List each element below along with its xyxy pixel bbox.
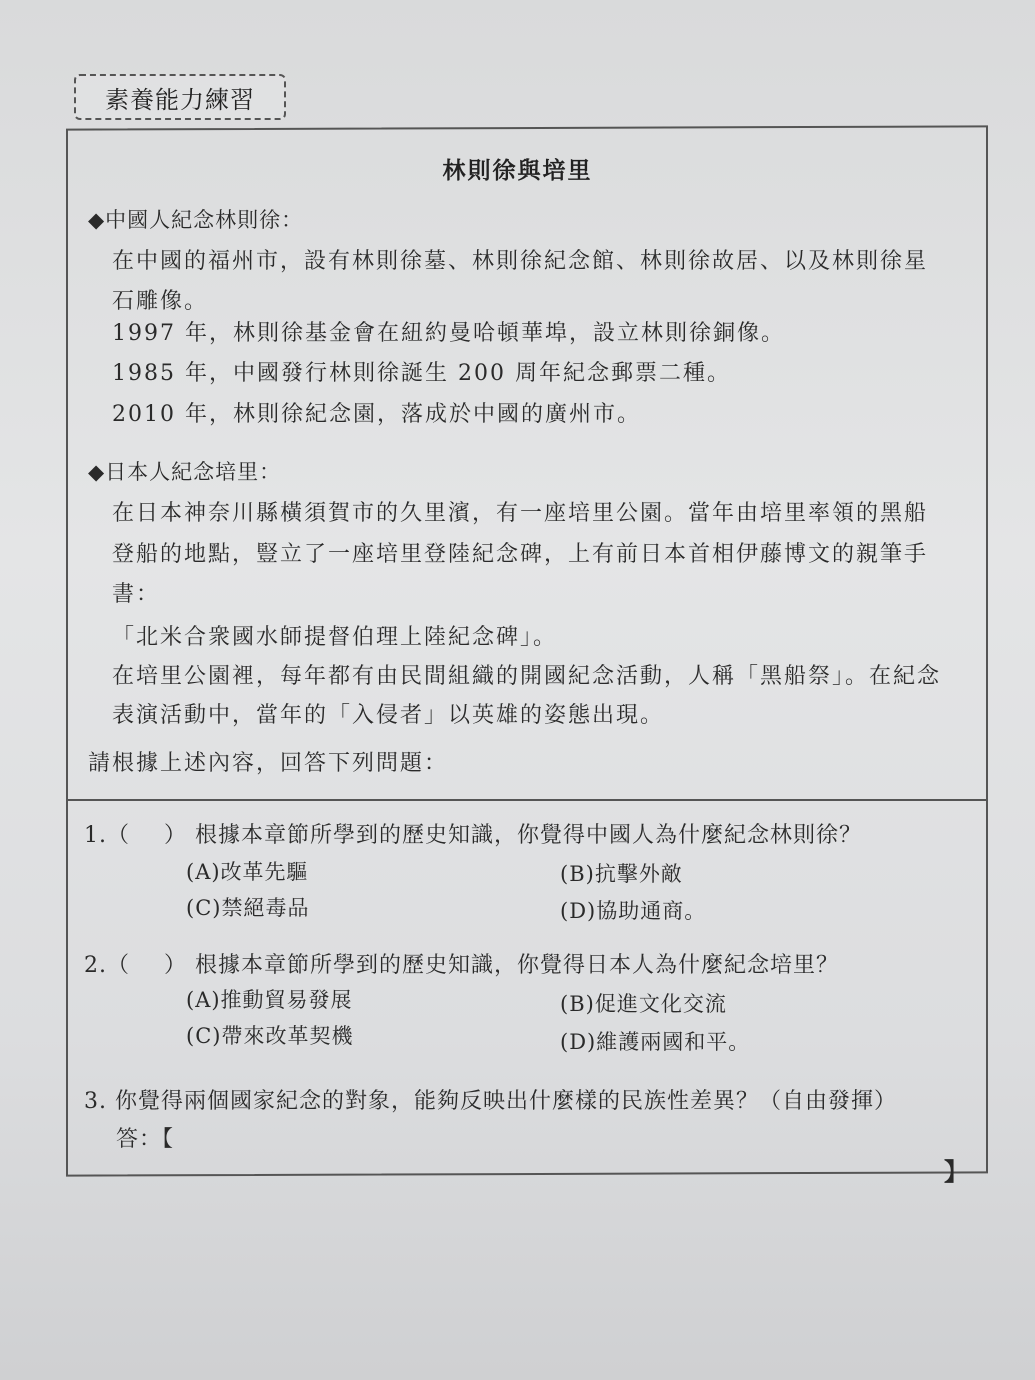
section2-line: 在日本神奈川縣橫須賀市的久里濱，有一座培里公園。當年由培里率領的黑船 [112, 501, 929, 526]
section1-line: 1985 年，中國發行林則徐誕生 200 周年紀念郵票二種。 [112, 361, 731, 386]
option-d: (D)協助通商。 [560, 899, 707, 923]
section2-line: 「北米合衆國水師提督伯理上陸紀念碑」。 [112, 625, 558, 650]
instruction: 請根據上述內容，回答下列問題： [88, 751, 449, 776]
question-close: ） [164, 953, 188, 978]
section2-line: 書： [112, 582, 161, 607]
section2-line: 在培里公園裡，每年都有由民間組織的開國紀念活動，人稱「黑船祭」。在紀念 [112, 664, 942, 689]
question-text: 根據本章節所學到的歷史知識，你覺得中國人為什麼紀念林則徐？ [195, 823, 863, 848]
option-a: (A)推動貿易發展 [186, 988, 353, 1012]
answer-label: 答：【 [116, 1127, 175, 1152]
section1-line: 石雕像。 [112, 289, 209, 314]
option-c: (C)帶來改革契機 [186, 1024, 354, 1048]
question-2 [84, 948, 839, 979]
question-number: 1.（ [84, 823, 130, 848]
option-d: (D)維護兩國和平。 [560, 1030, 751, 1054]
section2-line: 登船的地點，豎立了一座培里登陸紀念碑，上有前日本首相伊藤博文的親筆手 [112, 542, 929, 567]
option-b: (B)促進文化交流 [560, 992, 727, 1016]
option-c: (C)禁絕毒品 [186, 896, 310, 920]
question-text: 根據本章節所學到的歷史知識，你覺得日本人為什麼紀念培里？ [195, 953, 840, 978]
option-a: (A)改革先驅 [186, 860, 309, 884]
question-3 [84, 1084, 897, 1115]
question-number: 2.（ [84, 953, 130, 978]
section1-line: 1997 年，林則徐基金會在紐約曼哈頓華埠，設立林則徐銅像。 [112, 321, 785, 346]
question-1 [84, 818, 862, 849]
question-close: ） [164, 823, 188, 848]
question-number: 3. [84, 1089, 107, 1114]
section1-heading: ◆中國人紀念林則徐： [88, 208, 304, 232]
question-text: 你覺得兩個國家紀念的對象，能夠反映出什麼樣的民族性差異？（自由發揮） [115, 1089, 898, 1114]
question-divider [66, 799, 988, 801]
option-b: (B)抗擊外敵 [560, 862, 683, 886]
section1-line: 2010 年，林則徐紀念園，落成於中國的廣州市。 [112, 402, 641, 427]
section2-heading: ◆日本人紀念培里： [88, 460, 282, 484]
section1-line: 在中國的福州市，設有林則徐墓、林則徐紀念館、林則徐故居、以及林則徐星 [112, 249, 929, 274]
passage-title: 林則徐與培里 [442, 157, 593, 184]
section2-line: 表演活動中，當年的「入侵者」以英雄的姿態出現。 [112, 703, 665, 728]
section-tag: 素養能力練習 [74, 74, 286, 120]
answer-close-bracket: 】 [944, 1157, 968, 1186]
